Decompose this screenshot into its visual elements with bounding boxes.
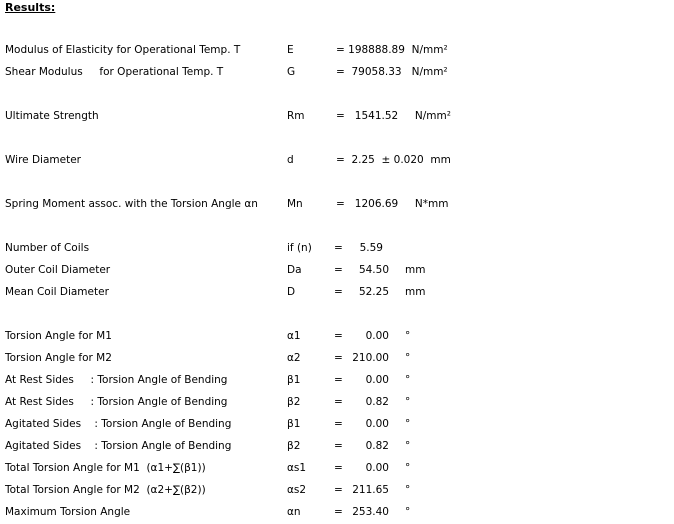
row-label: Maximum Torsion Angle xyxy=(5,506,131,518)
row-unit: ° xyxy=(405,440,411,452)
row-expression: = 1206.69 N*mm xyxy=(336,198,449,210)
row-unit: ° xyxy=(405,374,411,386)
row-symbol: d xyxy=(287,154,294,166)
row-symbol: β1 xyxy=(287,374,301,386)
result-row-spring-moment xyxy=(0,196,674,212)
row-label: Torsion Angle for M1 xyxy=(5,330,112,342)
row-value: 253.40 xyxy=(352,506,389,518)
row-label: Number of Coils xyxy=(5,242,90,254)
row-label: Total Torsion Angle for M2 (α2+∑(β2)) xyxy=(5,484,206,496)
row-label: At Rest Sides : Torsion Angle of Bending xyxy=(5,374,228,386)
row-value: 52.25 xyxy=(358,286,389,298)
row-symbol: G xyxy=(287,66,296,78)
row-equals: = xyxy=(334,352,343,364)
row-label: Wire Diameter xyxy=(5,154,81,166)
row-symbol: Da xyxy=(287,264,302,276)
row-symbol: β2 xyxy=(287,396,301,408)
row-label: Ultimate Strength xyxy=(5,110,99,122)
row-expression: = 79058.33 N/mm² xyxy=(336,66,448,78)
result-row-at-rest-beta2 xyxy=(0,394,674,410)
row-symbol: αs2 xyxy=(287,484,307,496)
row-symbol: β1 xyxy=(287,418,301,430)
row-symbol: if (n) xyxy=(287,242,312,254)
row-symbol: Rm xyxy=(287,110,305,122)
row-value: 0.82 xyxy=(365,396,389,408)
row-symbol: α2 xyxy=(287,352,301,364)
row-equals: = xyxy=(334,264,343,276)
row-unit: ° xyxy=(405,352,411,364)
row-equals: = xyxy=(334,462,343,474)
row-equals: = xyxy=(334,506,343,518)
row-symbol: αn xyxy=(287,506,301,518)
result-row-ultimate-strength xyxy=(0,108,674,124)
result-row-agitated-beta1 xyxy=(0,416,674,432)
row-label: Agitated Sides : Torsion Angle of Bending xyxy=(5,440,232,452)
row-value: 210.00 xyxy=(352,352,389,364)
row-equals: = xyxy=(334,418,343,430)
row-unit: ° xyxy=(405,396,411,408)
row-expression: = 1541.52 N/mm² xyxy=(336,110,451,122)
row-value: 0.82 xyxy=(365,440,389,452)
row-label: Total Torsion Angle for M1 (α1+∑(β1)) xyxy=(5,462,206,474)
result-row-total-torsion-m2 xyxy=(0,482,674,498)
row-equals: = xyxy=(334,396,343,408)
result-row-torsion-angle-m1 xyxy=(0,328,674,344)
row-equals: = xyxy=(334,242,343,254)
row-symbol: Mn xyxy=(287,198,303,210)
row-value: 0.00 xyxy=(365,374,389,386)
row-symbol: αs1 xyxy=(287,462,307,474)
row-unit: mm xyxy=(405,286,426,298)
results-heading: Results: xyxy=(5,1,56,14)
row-value: 0.00 xyxy=(365,418,389,430)
row-equals: = xyxy=(334,374,343,386)
row-symbol: E xyxy=(287,44,294,56)
row-value: 211.65 xyxy=(352,484,389,496)
result-row-torsion-angle-m2 xyxy=(0,350,674,366)
row-value: 0.00 xyxy=(365,462,389,474)
row-equals: = xyxy=(334,484,343,496)
row-symbol: D xyxy=(287,286,296,298)
result-row-total-torsion-m1 xyxy=(0,460,674,476)
row-label: Shear Modulus for Operational Temp. T xyxy=(5,66,224,78)
row-unit: ° xyxy=(405,484,411,496)
result-row-agitated-beta2 xyxy=(0,438,674,454)
row-equals: = xyxy=(334,286,343,298)
row-label: Spring Moment assoc. with the Torsion Angle αn xyxy=(5,198,258,210)
result-row-modulus-elasticity xyxy=(0,42,674,58)
row-label: Agitated Sides : Torsion Angle of Bending xyxy=(5,418,232,430)
row-unit: mm xyxy=(405,264,426,276)
result-row-shear-modulus xyxy=(0,64,674,80)
row-label: Mean Coil Diameter xyxy=(5,286,109,298)
result-row-at-rest-beta1 xyxy=(0,372,674,388)
row-unit: ° xyxy=(405,506,411,518)
row-label: Outer Coil Diameter xyxy=(5,264,111,276)
row-symbol: β2 xyxy=(287,440,301,452)
result-row-mean-coil-diameter xyxy=(0,284,674,300)
row-unit: ° xyxy=(405,462,411,474)
row-expression: = 198888.89 N/mm² xyxy=(336,44,448,56)
result-row-wire-diameter xyxy=(0,152,674,168)
row-equals: = xyxy=(334,440,343,452)
row-label: Modulus of Elasticity for Operational Temp. T xyxy=(5,44,241,56)
row-value: 54.50 xyxy=(358,264,389,276)
row-expression: = 2.25 ± 0.020 mm xyxy=(336,154,451,166)
result-row-number-of-coils xyxy=(0,240,674,256)
result-row-max-torsion-angle xyxy=(0,504,674,520)
row-unit: ° xyxy=(405,418,411,430)
row-value: 0.00 xyxy=(365,330,389,342)
row-label: Torsion Angle for M2 xyxy=(5,352,112,364)
row-symbol: α1 xyxy=(287,330,301,342)
row-value: 5.59 xyxy=(359,242,383,254)
row-label: At Rest Sides : Torsion Angle of Bending xyxy=(5,396,228,408)
row-equals: = xyxy=(334,330,343,342)
result-row-outer-coil-diameter xyxy=(0,262,674,278)
row-unit: ° xyxy=(405,330,411,342)
